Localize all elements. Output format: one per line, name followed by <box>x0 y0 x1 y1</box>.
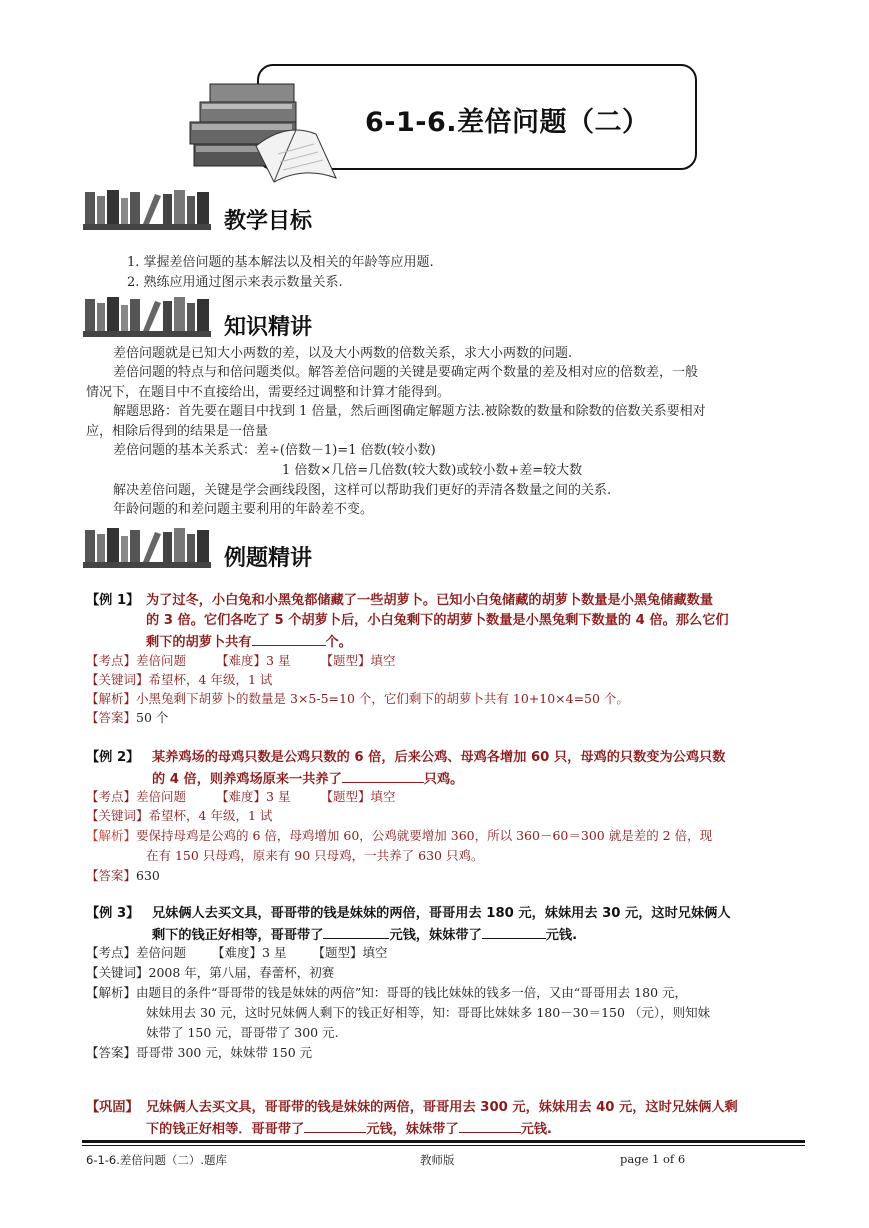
example-question: 的 4 倍，则养鸡场原来一共养了 只鸡。 <box>152 768 463 790</box>
answer-blank <box>482 924 546 939</box>
meta-row: 【答案】50 个 <box>86 710 169 725</box>
meta-row: 【关键词】2008 年，第八届，春蕾杯，初赛 <box>86 965 335 980</box>
knowledge-line: 差倍问题的特点与和倍问题类似。解答差倍问题的关键是要确定两个数量的差及相对应的倍数差，一般 <box>113 365 699 380</box>
books-icon <box>186 82 346 186</box>
footer-left: 6-1-6.差倍问题（二）.题库 <box>86 1153 228 1167</box>
section-title-knowledge: 知识精讲 <box>224 315 313 340</box>
answer-blank <box>459 1118 521 1133</box>
example-question: 剩下的钱正好相等，哥哥带了 元钱，妹妹带了 元钱. <box>152 924 577 946</box>
goal-item: 1. 掌握差倍问题的基本解法以及相关的年龄等应用题. <box>127 255 434 270</box>
knowledge-line: 差倍问题就是已知大小两数的差，以及大小两数的倍数关系，求大小两数的问题. <box>113 346 573 361</box>
example-tag: 【例 2】 <box>86 750 140 765</box>
goal-item: 2. 熟练应用通过图示来表示数量关系. <box>127 275 343 290</box>
consolidate-tag: 【巩固】 <box>86 1100 139 1115</box>
section-title-goals: 教学目标 <box>224 209 313 234</box>
knowledge-line: 情况下，在题目中不直接给出，需要经过调整和计算才能得到。 <box>86 385 451 400</box>
answer-blank <box>252 631 326 646</box>
meta-row: 妹带了 150 元，哥哥带了 300 元. <box>146 1025 339 1040</box>
meta-row: 在有 150 只母鸡，原来有 90 只母鸡，一共养了 630 只鸡。 <box>146 848 484 863</box>
meta-row: 【考点】差倍问题 【难度】3 星 【题型】填空 <box>86 945 388 960</box>
footer-rule <box>82 1145 805 1146</box>
meta-row: 【答案】630 <box>86 868 160 883</box>
knowledge-line: 差倍问题的基本关系式：差÷(倍数－1)=1 倍数(较小数) <box>113 443 436 458</box>
meta-row: 妹妹用去 30 元，这时兄妹俩人剩下的钱正好相等，知：哥哥比妹妹多 180－30＝150 （元），则知妹 <box>146 1005 711 1020</box>
consolidate-question: 下的钱正好相等．哥哥带了 元钱，妹妹带了 元钱. <box>146 1118 552 1140</box>
meta-row: 【关键词】希望杯，4 年级，1 试 <box>86 672 273 687</box>
meta-row: 【关键词】希望杯，4 年级，1 试 <box>86 808 273 823</box>
section-title-examples: 例题精讲 <box>224 546 313 571</box>
knowledge-line: 1 倍数×几倍=几倍数(较大数)或较小数+差=较大数 <box>282 463 583 478</box>
example-question: 的 3 倍。它们各吃了 5 个胡萝卜后，小白兔剩下的胡萝卜数量是小黑兔剩下数量的 4 倍。那么它们 <box>146 613 729 628</box>
meta-row: 【答案】哥哥带 300 元，妹妹带 150 元 <box>86 1045 313 1060</box>
meta-row: 【解析】要保持母鸡是公鸡的 6 倍，母鸡增加 60，公鸡就要增加 360，所以 360－60＝300 就是差的 2 倍，现 <box>86 828 713 843</box>
bookshelf-icon <box>83 293 213 339</box>
answer-blank <box>342 768 424 783</box>
bookshelf-icon <box>83 524 213 570</box>
example-question: 某养鸡场的母鸡只数是公鸡只数的 6 倍，后来公鸡、母鸡各增加 60 只，母鸡的只数变为公鸡只数 <box>152 750 726 765</box>
consolidate-question: 兄妹俩人去买文具，哥哥带的钱是妹妹的两倍，哥哥用去 300 元，妹妹用去 40 元，这时兄妹俩人剩 <box>146 1100 738 1115</box>
meta-row: 【考点】差倍问题 【难度】3 星 【题型】填空 <box>86 653 396 668</box>
meta-row: 【考点】差倍问题 【难度】3 星 【题型】填空 <box>86 789 396 804</box>
example-tag: 【例 3】 <box>86 906 140 921</box>
bookshelf-icon <box>83 186 213 232</box>
page-title: 6-1-6.差倍问题（二） <box>365 107 650 138</box>
answer-blank <box>304 1118 366 1133</box>
knowledge-line: 应，相除后得到的结果是一倍量 <box>86 424 269 439</box>
footer-center: 教师版 <box>420 1153 455 1167</box>
example-tag: 【例 1】 <box>86 593 140 608</box>
answer-blank <box>323 924 389 939</box>
knowledge-line: 解题思路：首先要在题目中找到 1 倍量，然后画图确定解题方法.被除数的数量和除数的倍数关系要相对 <box>113 404 706 419</box>
footer-rule <box>82 1140 805 1143</box>
footer-page: page 1 of 6 <box>620 1152 686 1166</box>
knowledge-line: 年龄问题的和差问题主要利用的年龄差不变。 <box>113 502 374 517</box>
knowledge-line: 解决差倍问题，关键是学会画线段图，这样可以帮助我们更好的弄清各数量之间的关系. <box>113 483 612 498</box>
meta-row: 【解析】小黑兔剩下胡萝卜的数量是 3×5-5=10 个，它们剩下的胡萝卜共有 10+10×4=50 个。 <box>86 691 629 706</box>
meta-row: 【解析】由题目的条件“哥哥带的钱是妹妹的两倍”知：哥哥的钱比妹妹的钱多一倍，又由“哥哥用去 180 元， <box>86 985 687 1000</box>
example-question: 剩下的胡萝卜共有 个。 <box>146 631 352 653</box>
example-question: 为了过冬，小白兔和小黑兔都储藏了一些胡萝卜。已知小白兔储藏的胡萝卜数量是小黑兔储藏数量 <box>146 593 714 608</box>
example-question: 兄妹俩人去买文具，哥哥带的钱是妹妹的两倍，哥哥用去 180 元，妹妹用去 30 元，这时兄妹俩人 <box>152 906 731 921</box>
